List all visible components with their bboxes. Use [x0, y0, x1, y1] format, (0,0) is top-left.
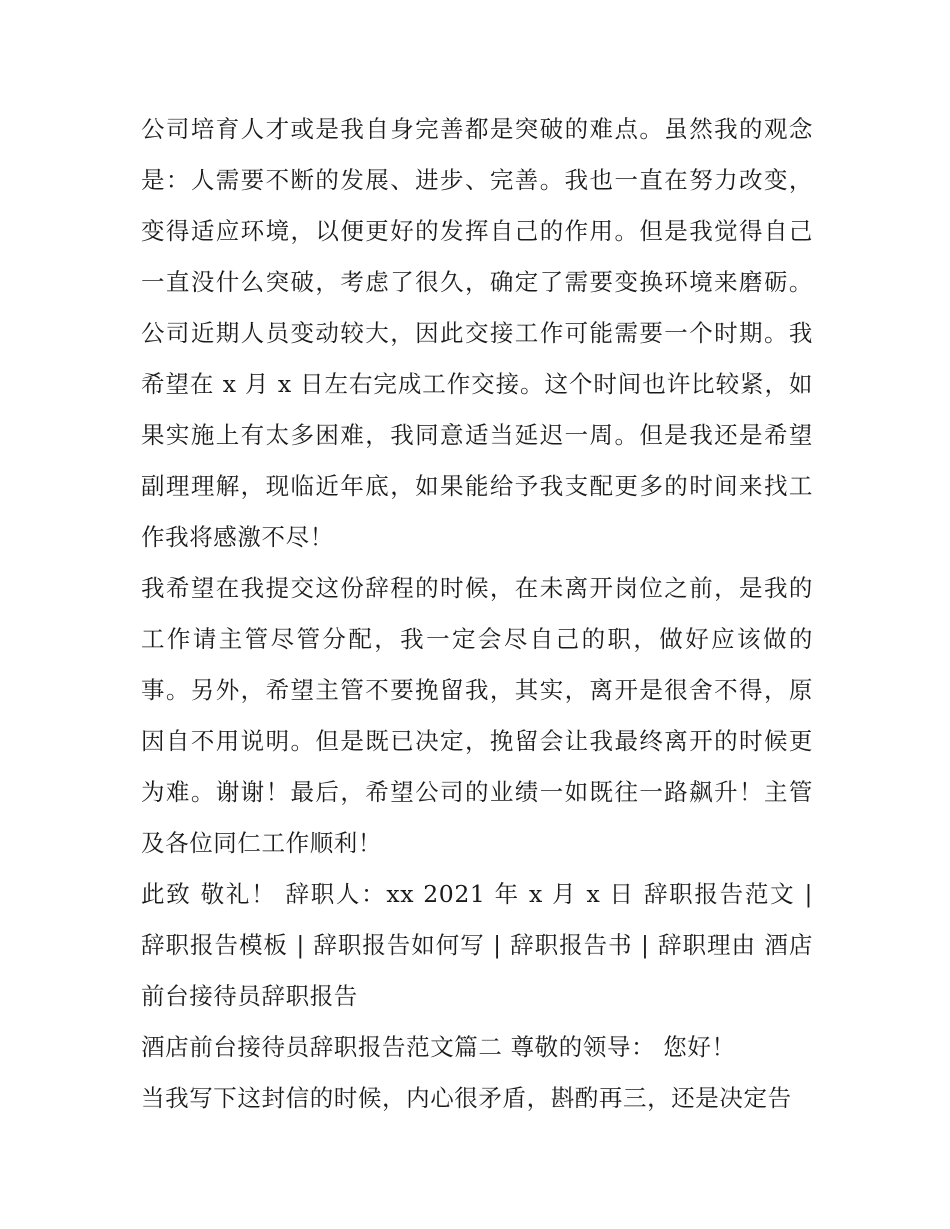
paragraph-handover-request: 我希望在我提交这份辞程的时候，在未离开岗位之前，是我的工作请主管尽管分配，我一定会尽自己的职，做好应该做的事。另外，希望主管不要挽留我，其实，离开是很舍不得，原因自不用说明。但是既已决定，挽留会让我最终离开的时候更为难。谢谢！最后，希望公司的业绩一如既往一路飙升！主管及各位同仁工作顺利！: [141, 574, 813, 857]
paragraph-closing-signature: 此致 敬礼！ 辞职人：xx 2021 年 x 月 x 日 辞职报告范文 | 辞职报告模板 | 辞职报告如何写 | 辞职报告书 | 辞职理由 酒店前台接待员辞职报告: [141, 880, 813, 1010]
document-body: [141, 104, 813, 1124]
paragraph-reason: 公司培育人才或是我自身完善都是突破的难点。虽然我的观念是：人需要不断的发展、进步、完善。我也一直在努力改变，变得适应环境，以便更好的发挥自己的作用。但是我觉得自己一直没什么突破，考虑了很久，确定了需要变换环境来磨砺。公司近期人员变动较大，因此交接工作可能需要一个时期。我希望在 x 月 x 日左右完成工作交接。这个时间也许比较紧，如果实施上有太多困难，我同意适当延迟一周。但是我还是希望副理理解，现临近年底，如果能给予我支配更多的时间来找工作我将感激不尽！: [141, 115, 813, 551]
paragraph-letter-two-opening: 当我写下这封信的时候，内心很矛盾，斟酌再三，还是决定告: [141, 1084, 792, 1112]
paragraph-letter-two-heading: 酒店前台接待员辞职报告范文篇二 尊敬的领导： 您好！: [141, 1033, 736, 1061]
